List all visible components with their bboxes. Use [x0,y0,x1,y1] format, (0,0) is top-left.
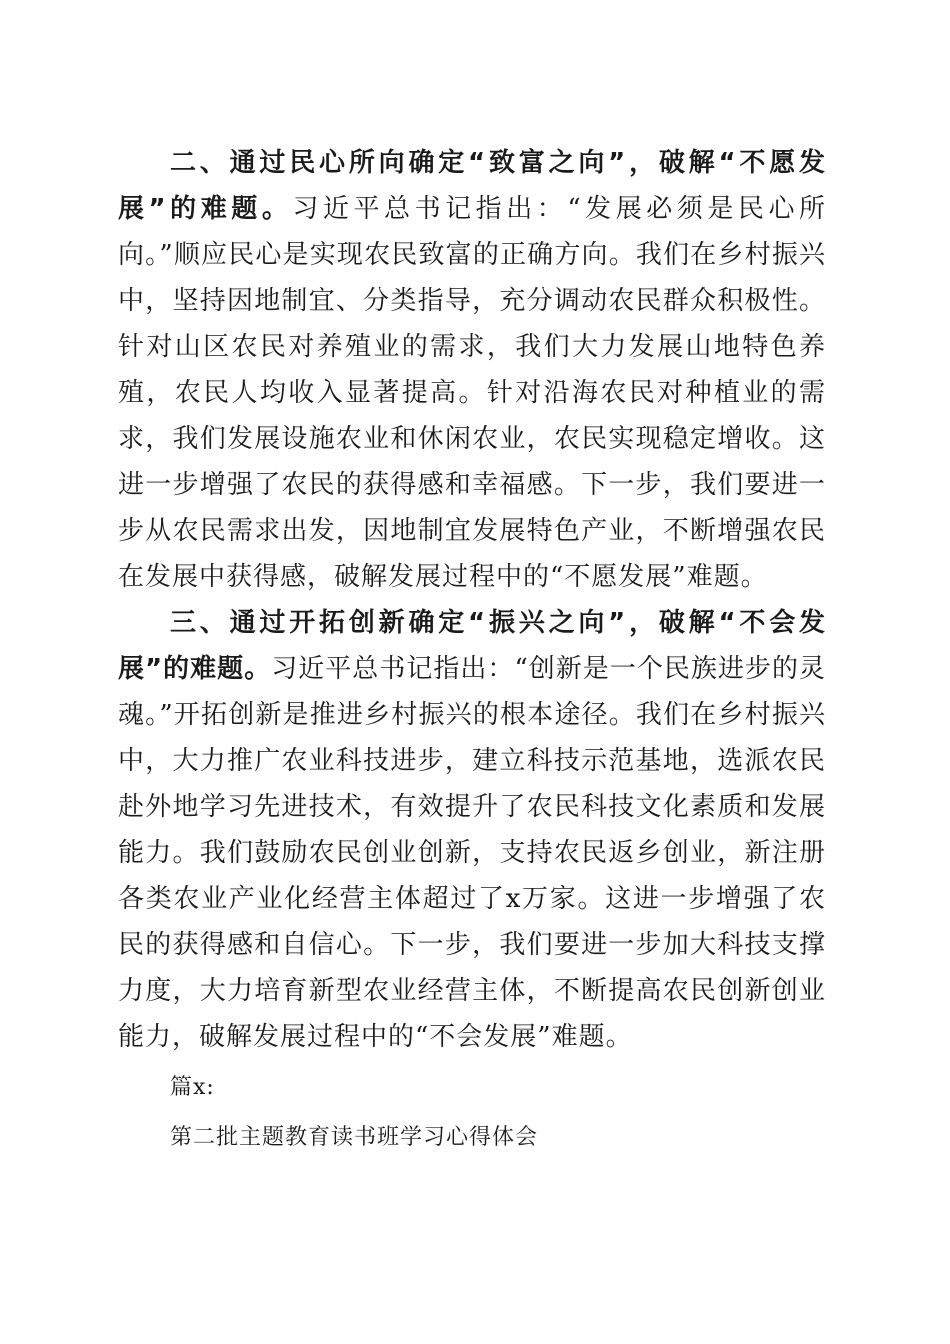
paragraph-section-3 [118,600,826,1060]
next-article-title: 第二批主题教育读书班学习心得体会 [170,1125,539,1150]
document-body [118,140,826,1160]
section-3-body: 习近平总书记指出：“创新是一个民族进步的灵魂。”开拓创新是推进乡村振兴的根本途径。我们在乡村振兴中，大力推广农业科技进步，建立科技示范基地，选派农民赴外地学习先进技术，有效提升了农民科技文化素质和发展能力。我们鼓励农民创业创新，支持农民返乡创业，新注册各类农业产业化经营主体超过了x万家。这进一步增强了农民的获得感和自信心。下一步，我们要进一步加大科技支撑力度，大力培育新型农业经营主体，不断提高农民创新创业能力，破解发展过程中的“不会发展”难题。 [118,654,826,1052]
chapter-label: 篇x: [170,1075,215,1100]
section-2-heading: 二、通过民心所向确定“致富之向”，破解“不愿发展”的难题。 [118,148,826,224]
section-3-heading: 三、通过开拓创新确定“振兴之向”，破解“不会发展”的难题。 [118,608,826,684]
paragraph-section-2 [118,140,826,600]
section-2-body: 习近平总书记指出：“发展必须是民心所向。”顺应民心是实现农民致富的正确方向。我们在乡村振兴中，坚持因地制宜、分类指导，充分调动农民群众积极性。针对山区农民对养殖业的需求，我们大力发展山地特色养殖，农民人均收入显著提高。针对沿海农民对种植业的需求，我们发展设施农业和休闲农业，农民实现稳定增收。这进一步增强了农民的获得感和幸福感。下一步，我们要进一步从农民需求出发，因地制宜发展特色产业，不断增强农民在发展中获得感，破解发展过程中的“不愿发展”难题。 [118,194,827,592]
